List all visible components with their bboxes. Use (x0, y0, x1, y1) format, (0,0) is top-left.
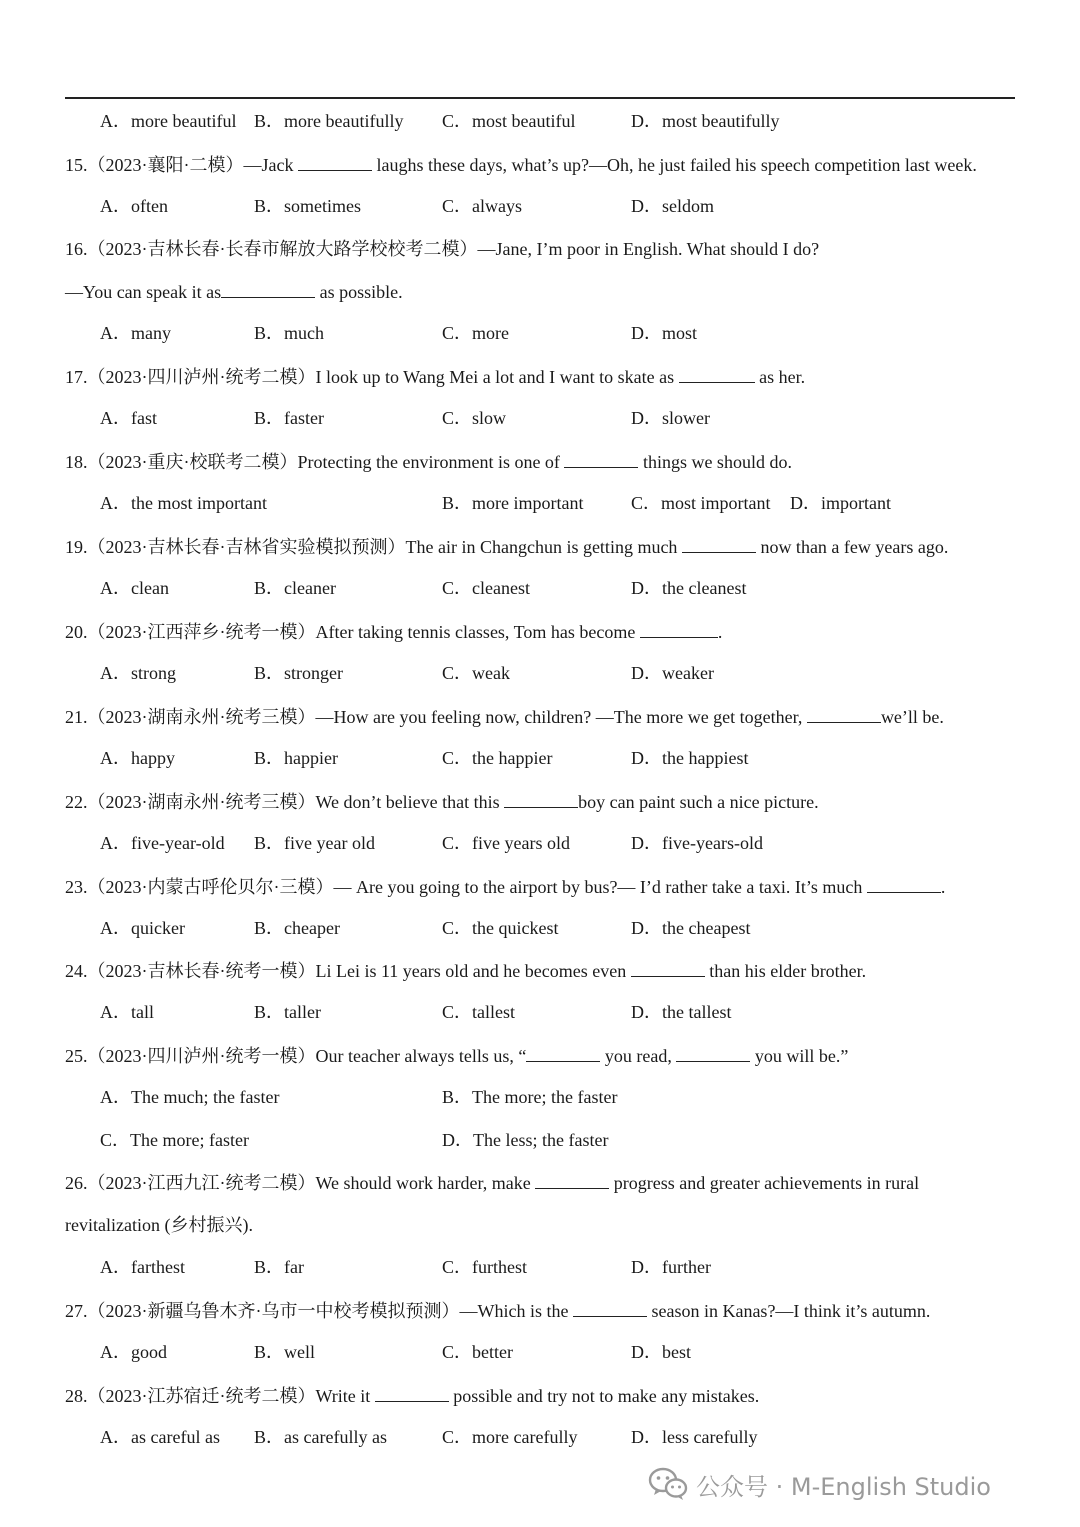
q27-stem: 27.（2023·新疆乌鲁木齐·乌市一中校考模拟预测）—Which is the season in Kanas?—I think it’s autumn. (65, 1298, 930, 1322)
q15-option-d: D．seldom (631, 196, 714, 216)
q24-stem: 24.（2023·吉林长春·统考一模）Li Lei is 11 years old and he becomes even than his elder brother. (65, 958, 866, 982)
q17-option-d: D．slower (631, 408, 710, 428)
q14-option-d: D．most beautifully (631, 111, 780, 131)
q21-stem: 21.（2023·湖南永州·统考三模）—How are you feeling now, children? —The more we get together, we’ll be. (65, 704, 944, 728)
q25-option-a: A．The much; the faster (100, 1087, 280, 1107)
watermark (648, 1464, 991, 1504)
q26-option-a: A．farthest (100, 1257, 185, 1277)
q19-option-b: B．cleaner (254, 578, 336, 598)
q22-option-c: C．five years old (442, 833, 570, 853)
q19-stem: 19.（2023·吉林长春·吉林省实验模拟预测）The air in Changchun is getting much now than a few years ago. (65, 534, 948, 558)
q24-option-d: D．the tallest (631, 1002, 732, 1022)
q18-option-c: C．most important (631, 493, 771, 513)
answer-blank (631, 958, 705, 977)
q17-option-b: B．faster (254, 408, 324, 428)
answer-blank (535, 1170, 609, 1189)
q23-option-b: B．cheaper (254, 918, 340, 938)
q20-option-a: A．strong (100, 663, 176, 683)
q25-stem: 25.（2023·四川泸州·统考一模）Our teacher always tells us, “ you read, you will be.” (65, 1043, 848, 1067)
q27-option-d: D．best (631, 1342, 691, 1362)
q26-option-c: C．furthest (442, 1257, 527, 1277)
q27-option-a: A．good (100, 1342, 167, 1362)
q27-option-c: C．better (442, 1342, 513, 1362)
q20-option-b: B．stronger (254, 663, 343, 683)
q27-option-b: B．well (254, 1342, 315, 1362)
q19-option-d: D．the cleanest (631, 578, 747, 598)
answer-blank (375, 1383, 449, 1402)
q20-option-d: D．weaker (631, 663, 714, 683)
q21-option-a: A．happy (100, 748, 175, 768)
q25-option-d: D．The less; the faster (442, 1130, 609, 1150)
watermark-text: 公众号 · M-English Studio (696, 1472, 991, 1501)
q17-stem: 17.（2023·四川泸州·统考二模）I look up to Wang Mei a lot and I want to skate as as her. (65, 364, 805, 388)
q24-option-b: B．taller (254, 1002, 321, 1022)
q28-stem: 28.（2023·江苏宿迁·统考二模）Write it possible and try not to make any mistakes. (65, 1383, 759, 1407)
q16-option-a: A．many (100, 323, 171, 343)
wechat-icon (648, 1467, 688, 1501)
q22-option-b: B．five year old (254, 833, 375, 853)
answer-blank (221, 279, 315, 298)
q15-stem: 15.（2023·襄阳·二模）—Jack laughs these days, what’s up?—Oh, he just failed his speech competition last week. (65, 152, 977, 176)
answer-blank (564, 449, 638, 468)
q23-option-c: C．the quickest (442, 918, 559, 938)
q25-option-c: C．The more; faster (100, 1130, 249, 1150)
answer-blank (867, 874, 941, 893)
q22-option-a: A．five-year-old (100, 833, 225, 853)
q28-option-a: A．as careful as (100, 1427, 220, 1447)
answer-blank (526, 1043, 600, 1062)
q23-stem: 23.（2023·内蒙古呼伦贝尔·三模）— Are you going to the airport by bus?— I’d rather take a taxi. It’s much . (65, 874, 945, 898)
q21-option-d: D．the happiest (631, 748, 749, 768)
q22-option-d: D．five-years-old (631, 833, 763, 853)
q14-option-c: C．most beautiful (442, 111, 576, 131)
answer-blank (573, 1298, 647, 1317)
q14-option-b: B．more beautifully (254, 111, 404, 131)
q23-option-a: A．quicker (100, 918, 185, 938)
q14-option-a: A．more beautiful (100, 111, 237, 131)
q15-option-c: C．always (442, 196, 522, 216)
q24-option-c: C．tallest (442, 1002, 515, 1022)
q16-option-b: B．much (254, 323, 324, 343)
answer-blank (504, 789, 578, 808)
q19-option-a: A．clean (100, 578, 169, 598)
q16-stem: 16.（2023·吉林长春·长春市解放大路学校校考二模）—Jane, I’m poor in English. What should I do? (65, 239, 820, 259)
q16-option-d: D．most (631, 323, 698, 343)
q20-stem: 20.（2023·江西萍乡·统考一模）After taking tennis classes, Tom has become . (65, 619, 722, 643)
q23-option-d: D．the cheapest (631, 918, 751, 938)
q20-option-c: C．weak (442, 663, 510, 683)
q26-option-d: D．further (631, 1257, 711, 1277)
q26-stem-continued: revitalization (乡村振兴). (65, 1215, 253, 1235)
answer-blank (679, 364, 755, 383)
q24-option-a: A．tall (100, 1002, 154, 1022)
answer-blank (676, 1043, 750, 1062)
q26-stem: 26.（2023·江西九江·统考二模）We should work harder, make progress and greater achievements in rural (65, 1170, 919, 1194)
q22-stem: 22.（2023·湖南永州·统考三模）We don’t believe that this boy can paint such a nice picture. (65, 789, 819, 813)
q17-option-a: A．fast (100, 408, 157, 428)
q18-stem: 18.（2023·重庆·校联考二模）Protecting the environment is one of things we should do. (65, 449, 792, 473)
q21-option-c: C．the happier (442, 748, 553, 768)
q17-option-c: C．slow (442, 408, 507, 428)
q15-option-a: A．often (100, 196, 168, 216)
answer-blank (298, 152, 372, 171)
q16-stem-continued: —You can speak it as as possible. (65, 279, 403, 303)
q16-option-c: C．more (442, 323, 509, 343)
q19-option-c: C．cleanest (442, 578, 530, 598)
q26-option-b: B．far (254, 1257, 304, 1277)
q28-option-b: B．as carefully as (254, 1427, 387, 1447)
q21-option-b: B．happier (254, 748, 338, 768)
q25-option-b: B．The more; the faster (442, 1087, 618, 1107)
answer-blank (807, 704, 881, 723)
q15-option-b: B．sometimes (254, 196, 361, 216)
q28-option-d: D．less carefully (631, 1427, 758, 1447)
q28-option-c: C．more carefully (442, 1427, 578, 1447)
answer-blank (682, 534, 756, 553)
q18-option-a: A．the most important (100, 493, 267, 513)
q18-option-b: B．more important (442, 493, 584, 513)
answer-blank (640, 619, 718, 638)
header-rule (65, 97, 1015, 99)
q18-option-d: D．important (790, 493, 891, 513)
